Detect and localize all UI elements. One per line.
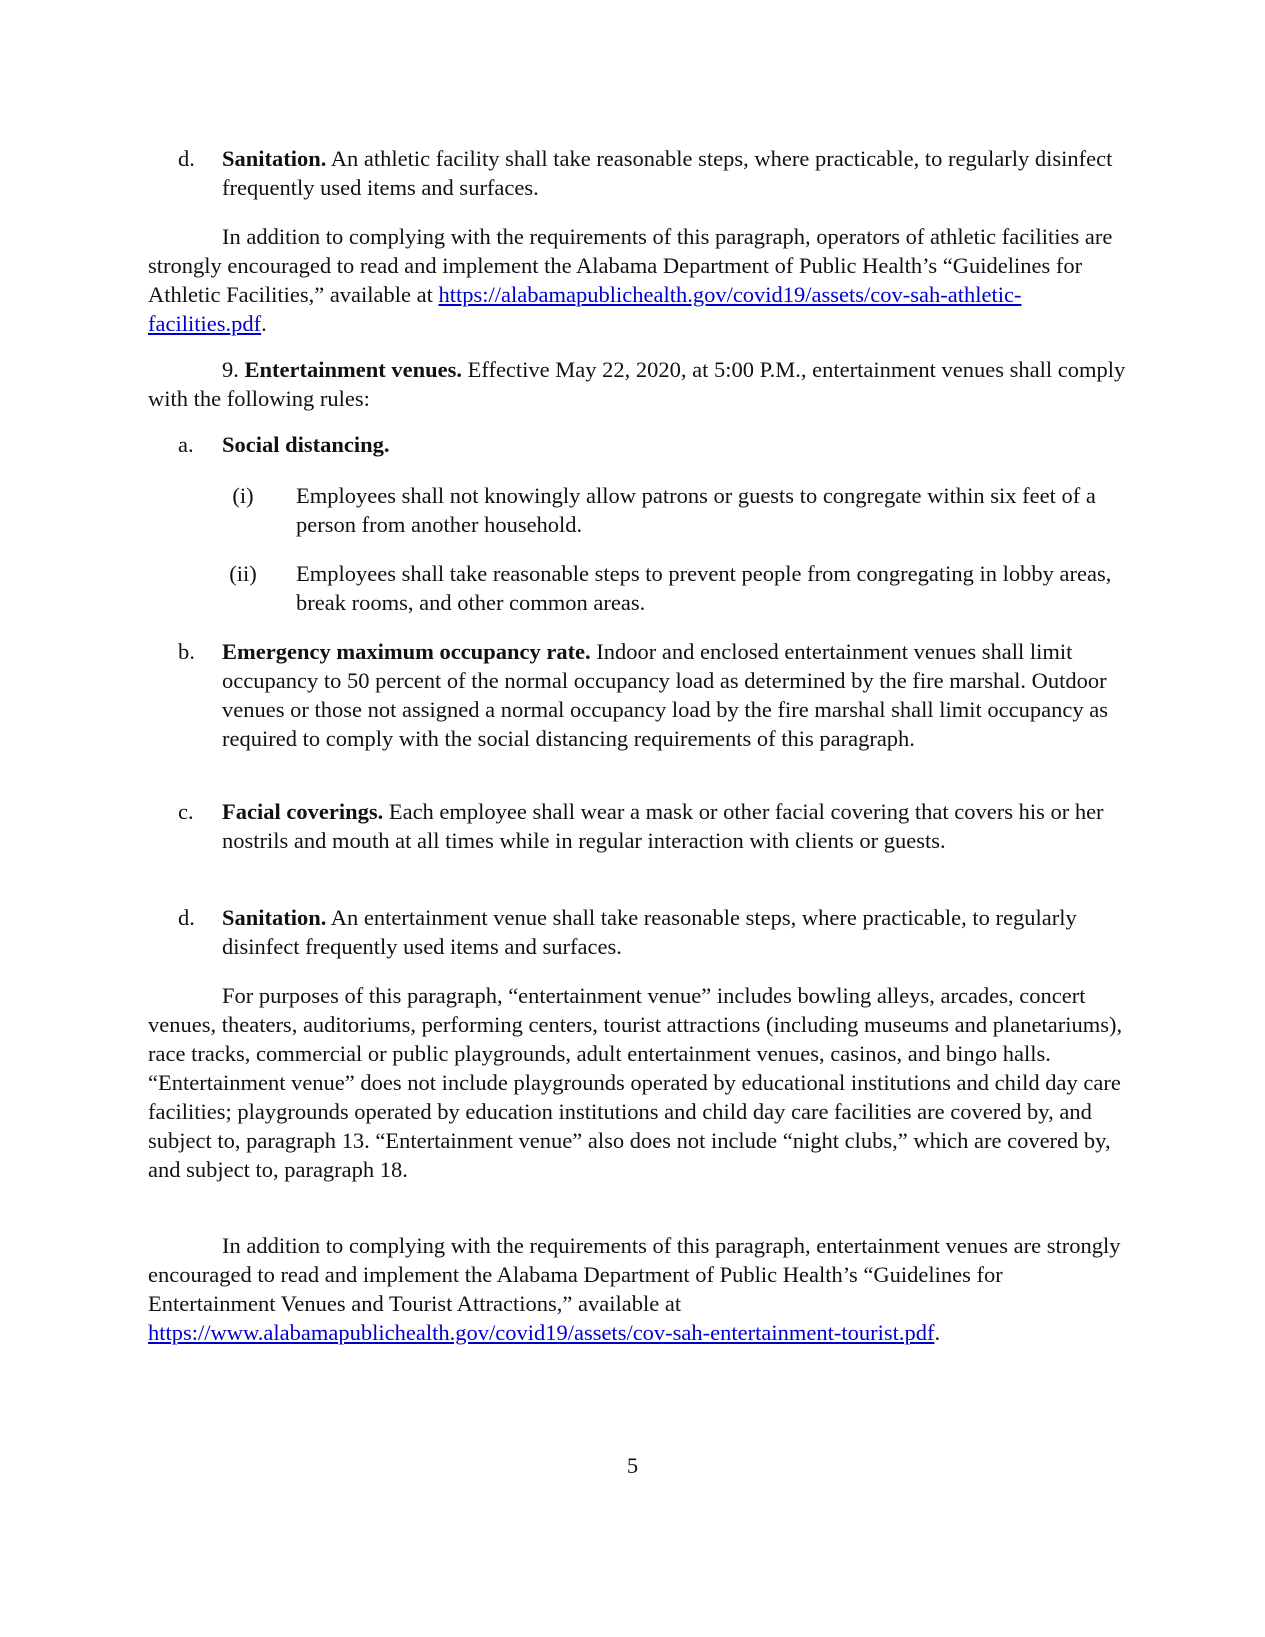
paragraph-after: .: [261, 311, 267, 336]
item-label: d.: [178, 905, 195, 930]
item-label: d.: [178, 146, 195, 171]
item-body: [222, 430, 1128, 459]
sub-item-label: (ii): [229, 561, 257, 586]
paragraph-heading: Entertainment venues.: [244, 357, 462, 382]
page-number: 5: [626, 1453, 639, 1478]
item-text: Indoor and enclosed entertainment venues shall limit occupancy to 50 percent of the normal occupancy load as determined by the fire marshal. Outdoor venues or those not assigned a normal occupancy load by the fire marshal shall limit occupancy as required to comply with the social distancing requirements of this paragraph.: [222, 639, 1108, 751]
sub-item-text: Employees shall take reasonable steps to prevent people from congregating in lobby areas, break rooms, and other common areas.: [296, 561, 1112, 615]
entertainment-guidelines-link[interactable]: https://www.alabamapublichealth.gov/covid19/assets/cov-sah-entertainment-tourist.pdf: [148, 1320, 935, 1345]
paragraph-text: In addition to complying with the requirements of this paragraph, operators of athletic facilities are strongly encouraged to read and implement the Alabama Department of Public Health’s “Guidelines for Athletic Facilities,” available at: [148, 224, 1113, 307]
item-heading: Sanitation.: [222, 905, 327, 930]
paragraph-text: Effective May 22, 2020, at 5:00 P.M., entertainment venues shall comply with the following rules:: [148, 357, 1126, 411]
item-text: An entertainment venue shall take reasonable steps, where practicable, to regularly disinfect frequently used items and surfaces.: [222, 905, 1077, 959]
item-body: [222, 797, 1128, 855]
item-label: a.: [178, 432, 194, 457]
item-label: b.: [178, 639, 195, 664]
paragraph-entertainment-venue-definition: [148, 981, 1128, 1184]
paragraph-text: In addition to complying with the requirements of this paragraph, entertainment venues are strongly encouraged to read and implement the Alabama Department of Public Health’s “Guidelines for Entertainment Venues and Tourist Attractions,” available at: [148, 1233, 1121, 1316]
paragraph-athletic-guidelines: [148, 222, 1128, 338]
paragraph-number: 9.: [222, 357, 239, 382]
item-heading: Sanitation.: [222, 146, 327, 171]
athletic-guidelines-link[interactable]: https://alabamapublichealth.gov/covid19/assets/cov-sah-athletic-facilities.pdf: [148, 282, 1022, 336]
item-heading: Facial coverings.: [222, 799, 384, 824]
item-text: An athletic facility shall take reasonable steps, where practicable, to regularly disinfect frequently used items and surfaces.: [222, 146, 1113, 200]
item-heading: Emergency maximum occupancy rate.: [222, 639, 591, 664]
item-body: [222, 144, 1128, 202]
item-body: [222, 637, 1128, 753]
paragraph-after: .: [934, 1320, 941, 1345]
sub-item-label: (i): [232, 483, 254, 508]
paragraph-text: For purposes of this paragraph, “entertainment venue” includes bowling alleys, arcades, concert venues, theaters, auditoriums, performing centers, tourist attractions (including museums and planetariums), race tracks, commercial or public playgrounds, adult entertainment venues, casinos, and bingo halls. “Entertainment venue” does not include playgrounds operated by educational institutions and child day care facilities; playgrounds operated by education institutions and child day care facilities are covered by, and subject to, paragraph 13. “Entertainment venue” also does not include “night clubs,” which are covered by, and subject to, paragraph 18.: [148, 983, 1123, 1182]
paragraph-entertainment-guidelines: [148, 1231, 1128, 1347]
paragraph-9-entertainment-venues: [148, 355, 1128, 413]
sub-item-text: Employees shall not knowingly allow patrons or guests to congregate within six feet of a person from another household.: [296, 483, 1096, 537]
item-text: Each employee shall wear a mask or other facial covering that covers his or her nostrils and mouth at all times while in regular interaction with clients or guests.: [222, 799, 1104, 853]
item-label: c.: [178, 799, 194, 824]
item-body: [222, 903, 1128, 961]
item-heading: Social distancing.: [222, 432, 390, 457]
